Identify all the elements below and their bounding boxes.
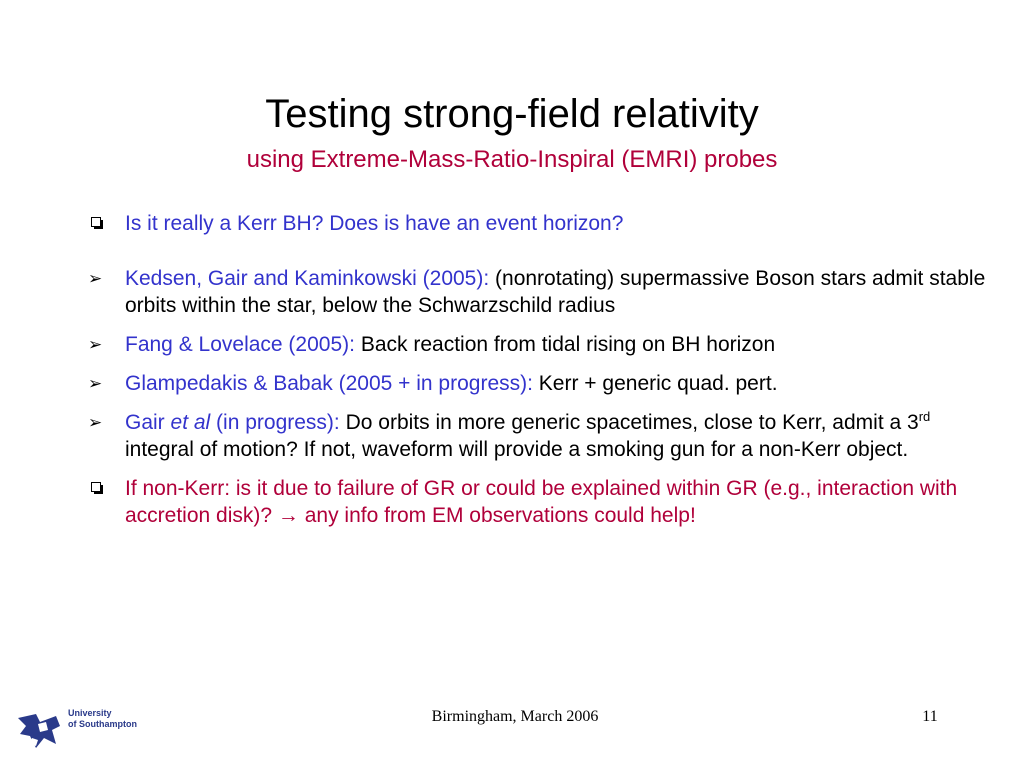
checkbox-icon xyxy=(91,482,101,492)
bullet-text: integral of motion? If not, waveform will provide a smoking gun for a non-Kerr object. xyxy=(125,438,909,461)
bullet-item-glampedakis xyxy=(88,370,988,397)
bullet-lead xyxy=(125,411,340,434)
slide-subtitle: using Extreme-Mass-Ratio-Inspiral (EMRI) probes xyxy=(246,146,778,173)
southampton-crest-icon xyxy=(16,704,66,756)
bullet-item-kerr-question xyxy=(88,210,988,237)
bullet-text: Is it really a Kerr BH? Does is have an event horizon? xyxy=(125,212,624,235)
bullet-lead: Fang & Lovelace (2005): xyxy=(125,333,355,356)
logo-line: University xyxy=(68,708,112,718)
university-logo xyxy=(16,704,166,756)
bullet-text: If non-Kerr: is it due to failure of GR or could be explained within GR (e.g., interaction with accretion disk)? xyxy=(125,477,958,527)
bullet-text: any info from EM observations could help! xyxy=(298,504,696,527)
bullet-list xyxy=(88,210,988,541)
arrow-symbol: → xyxy=(277,504,299,527)
bullet-lead-part: (in progress): xyxy=(210,411,340,434)
checkbox-icon xyxy=(91,217,101,227)
bullet-text: Back reaction from tidal rising on BH horizon xyxy=(354,333,776,356)
page-number: 11 xyxy=(922,708,938,725)
superscript: rd xyxy=(918,409,931,424)
slide-title: Testing strong-field relativity xyxy=(265,92,759,136)
footer-event: Birmingham, March 2006 xyxy=(431,708,599,725)
bullet-text: Kerr + generic quad. pert. xyxy=(532,372,778,395)
bullet-item-fang xyxy=(88,331,988,358)
logo-text xyxy=(68,708,137,730)
logo-line: of Southampton xyxy=(68,719,137,729)
bullet-lead-part: Gair xyxy=(125,411,171,434)
bullet-lead: Glampedakis & Babak (2005 + in progress): xyxy=(125,372,533,395)
bullet-text: Do orbits in more generic spacetimes, close to Kerr, admit a 3 xyxy=(339,411,919,434)
arrow-icon: ➢ xyxy=(88,335,103,355)
arrow-icon: ➢ xyxy=(88,374,103,394)
bullet-text: (nonrotating) supermassive Boson stars admit stable orbits within the star, below the Schwarzschild radius xyxy=(125,267,986,317)
bullet-lead: Kedsen, Gair and Kaminkowski (2005): xyxy=(125,267,490,290)
bullet-item-kedsen xyxy=(88,265,988,319)
arrow-icon: ➢ xyxy=(88,269,103,289)
bullet-item-gair xyxy=(88,409,988,463)
bullet-lead-emphasis: et al xyxy=(170,411,211,434)
bullet-item-non-kerr xyxy=(88,475,988,529)
arrow-icon: ➢ xyxy=(88,413,103,433)
